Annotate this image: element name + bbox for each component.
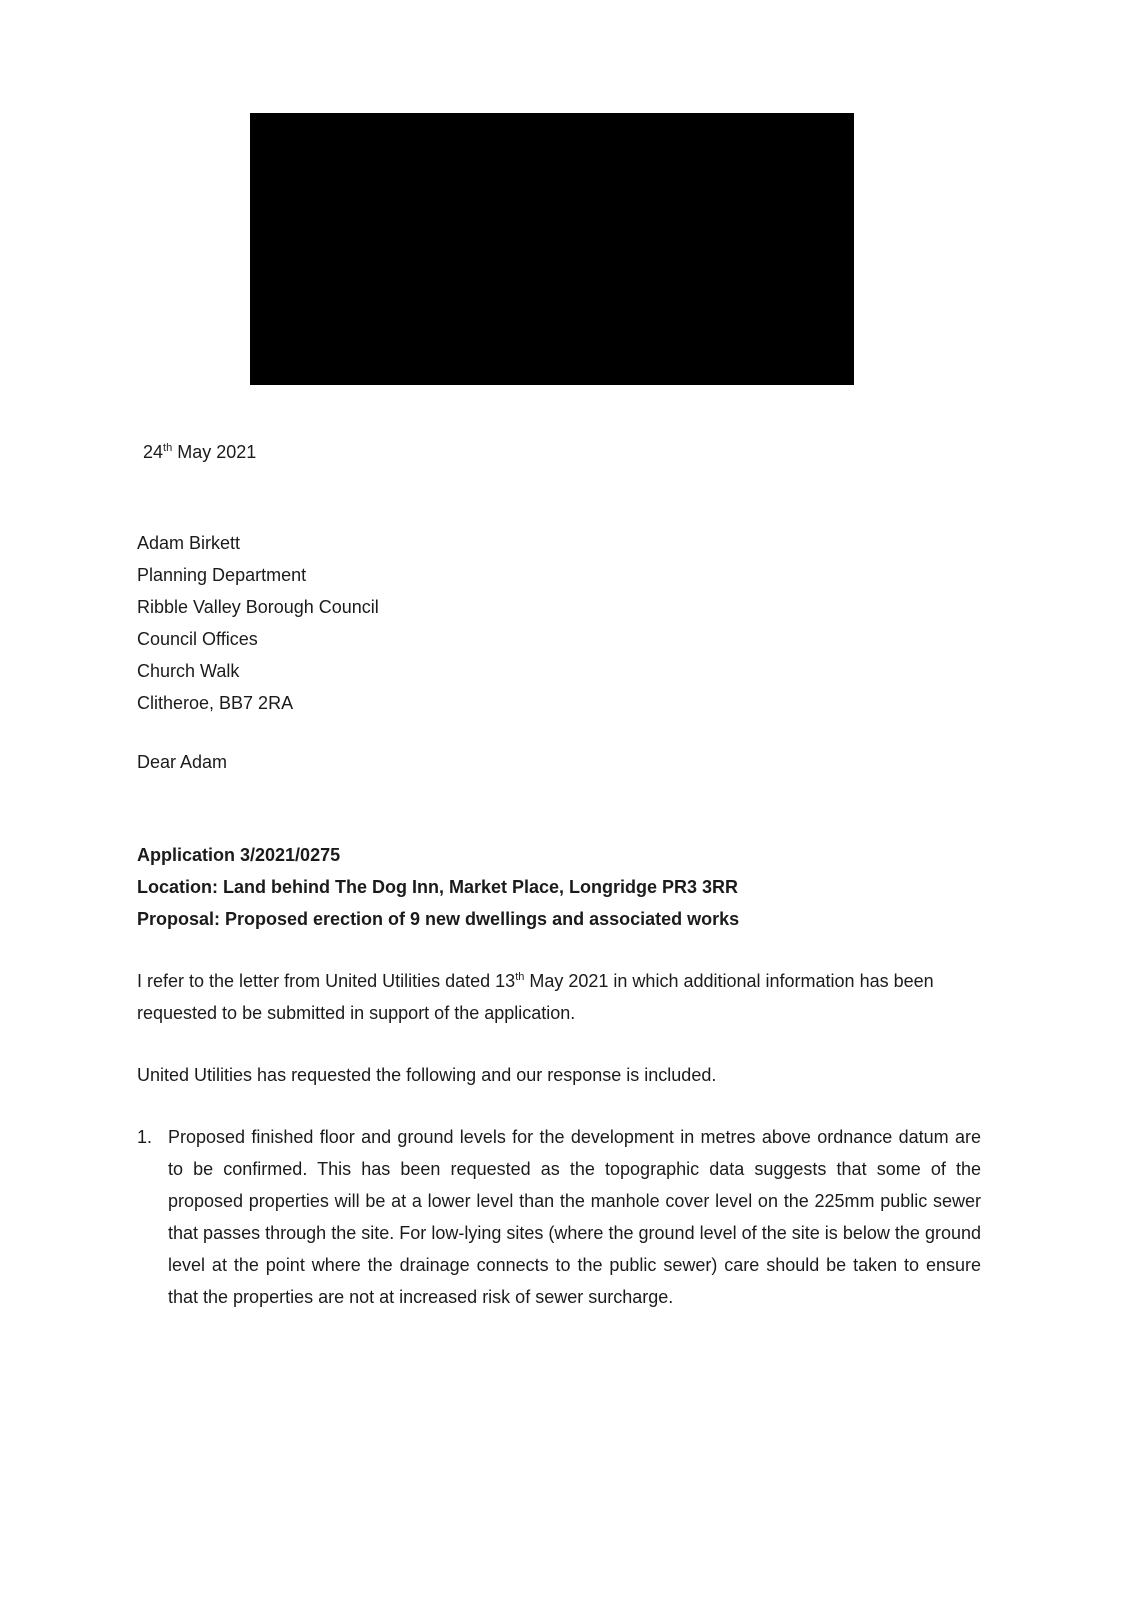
subject-block [137, 839, 981, 935]
recipient-address [137, 527, 981, 719]
recipient-department: Planning Department [137, 565, 307, 585]
recipient-name: Adam Birkett [137, 533, 241, 553]
subject-location: Location: Land behind The Dog Inn, Market Place, Longridge PR3 3RR [137, 877, 739, 897]
date-rest: May 2021 [172, 442, 257, 462]
paragraph-intro [137, 965, 981, 1029]
list-item-number: 1. [137, 1127, 153, 1147]
subject-application: Application 3/2021/0275 [137, 845, 341, 865]
paragraph-intro-end: May 2021 in which additional information has been requested to be submitted in support of the application. [137, 971, 934, 1023]
redacted-letterhead-block [250, 113, 854, 385]
date-ordinal: th [163, 442, 173, 454]
paragraph-intro-start: I refer to the letter from United Utilities dated 13 [137, 971, 516, 991]
letter-date [143, 436, 981, 468]
paragraph-request: United Utilities has requested the following and our response is included. [137, 1065, 717, 1085]
recipient-organisation: Ribble Valley Borough Council [137, 597, 379, 617]
recipient-address-line: Clitheroe, BB7 2RA [137, 693, 294, 713]
list-item-text: Proposed finished floor and ground levels for the development in metres above ordnance datum are to be confirmed. This has been requested as the topographic data suggests that some of the proposed properties will be at a lower level than the manhole cover level on the 225mm public sewer that passes through the site. For low-lying sites (where the ground level of the site is below the ground level at the point where the drainage connects to the public sewer) care should be taken to ensure that the properties are not at increased risk of sewer surcharge. [168, 1127, 981, 1307]
paragraph-intro-ordinal: th [515, 971, 525, 983]
recipient-address-line: Church Walk [137, 661, 240, 681]
recipient-address-line: Council Offices [137, 629, 258, 649]
list-item-1 [137, 1121, 981, 1313]
date-day: 24 [143, 442, 164, 462]
salutation: Dear Adam [137, 752, 228, 772]
subject-proposal: Proposal: Proposed erection of 9 new dwellings and associated works [137, 909, 740, 929]
